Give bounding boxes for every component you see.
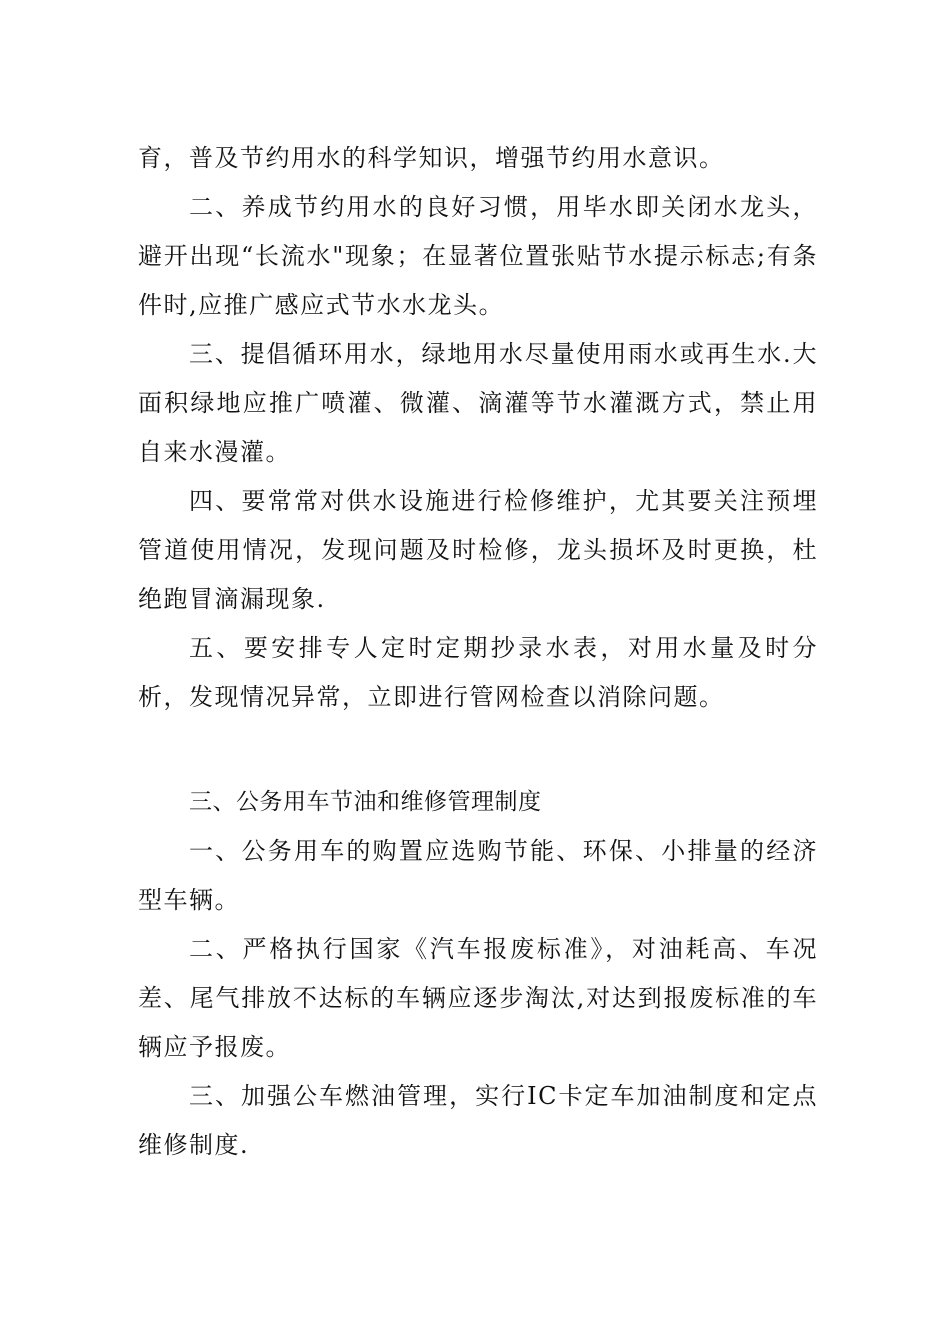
document-page [138,134,818,1170]
section-heading: 三、公务用车节油和维修管理制度 [189,789,542,815]
vehicle-rule-3: 三、加强公车燃油管理，实行IC卡定车加油制度和定点维修制度. [138,1082,818,1159]
section-spacer [138,722,818,778]
vehicle-rule-2: 二、严格执行国家《汽车报废标准》，对油耗高、车况差、尾气排放不达标的车辆应逐步淘汰,对达到报废标准的车辆应予报废。 [138,935,818,1061]
water-rule-3: 三、提倡循环用水，绿地用水尽量使用雨水或再生水.大面积绿地应推广喷灌、微灌、滴灌等节水灌溉方式，禁止用自来水漫灌。 [138,340,818,466]
water-paragraph-continuation: 育，普及节约用水的科学知识，增强节约用水意识。 [138,144,725,172]
water-rule-4: 四、要常常对供水设施进行检修维护，尤其要关注预埋管道使用情况，发现问题及时检修，龙头损坏及时更换，杜绝跑冒滴漏现象. [138,487,818,613]
water-rule-5: 五、要安排专人定时定期抄录水表，对用水量及时分析，发现情况异常，立即进行管网检查以消除问题。 [138,634,818,711]
water-rule-2: 二、养成节约用水的良好习惯，用毕水即关闭水龙头，避开出现“长流水"现象；在显著位置张贴节水提示标志;有条件时,应推广感应式节水水龙头。 [138,193,818,319]
vehicle-rule-1: 一、公务用车的购置应选购节能、环保、小排量的经济型车辆。 [138,837,818,914]
